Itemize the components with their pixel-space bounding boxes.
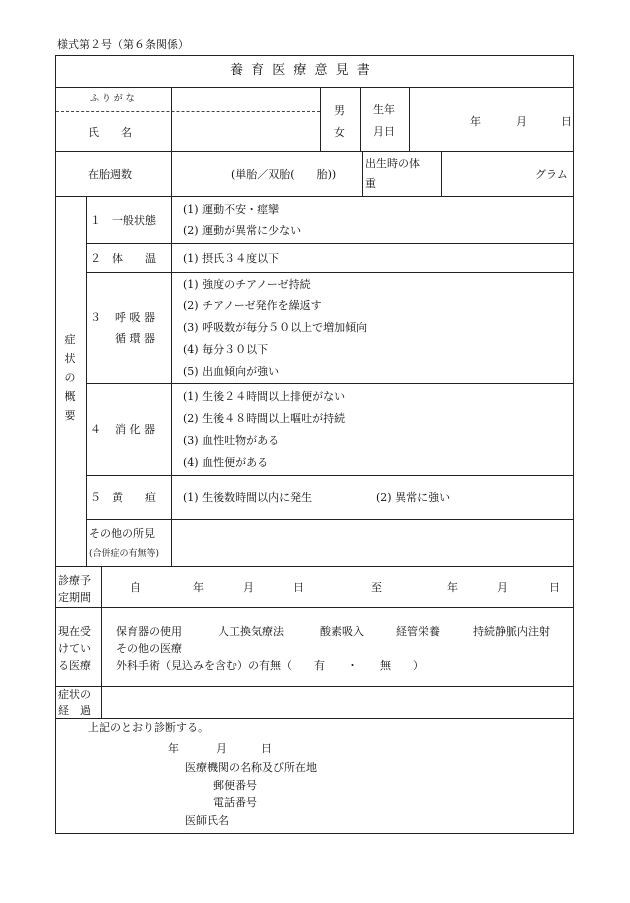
current-label-1: 現在受 [58, 625, 91, 638]
period-to-month: 月 [497, 581, 508, 594]
respiratory-item-5[interactable]: (5) 出血傾向が強い [183, 365, 280, 378]
period-from-year: 年 [193, 581, 204, 594]
period-from-day: 日 [293, 581, 304, 594]
cert-day: 日 [261, 742, 272, 755]
digestive-item-3[interactable]: (3) 血性吐物がある [183, 434, 280, 447]
jaundice-label: 黄 疸 [112, 491, 156, 504]
period-from-month: 月 [243, 581, 254, 594]
respiratory-label-1: 呼 吸 器 [115, 311, 155, 324]
general-item-1[interactable]: (1) 運動不安・痙攣 [183, 203, 280, 216]
furigana-label: ふ り が な [90, 94, 135, 104]
line-digest-bottom [86, 475, 574, 476]
institution-label: 医療機関の名称及び所在地 [185, 761, 317, 774]
vline-sex-left [320, 87, 321, 151]
sex-female[interactable]: 女 [334, 126, 345, 139]
treatment-ventilation[interactable]: 人工換気療法 [218, 625, 284, 638]
jaundice-item-2[interactable]: (2) 異常に強い [376, 491, 451, 504]
birth-label-2: 月日 [373, 125, 395, 138]
digestive-num: ４ [90, 423, 101, 436]
digestive-label: 消 化 器 [115, 423, 155, 436]
jaundice-item-1[interactable]: (1) 生後数時間以内に発生 [183, 491, 313, 504]
line-general-bottom [86, 243, 574, 244]
birth-month: 月 [516, 115, 527, 128]
cert-month: 月 [216, 742, 227, 755]
general-item-2[interactable]: (2) 運動が異常に少ない [183, 224, 302, 237]
cert-year: 年 [168, 742, 179, 755]
form-title: 養 育 医 療 意 見 書 [230, 63, 372, 78]
course-label-1: 症状の [58, 688, 91, 701]
treatment-tube-feeding[interactable]: 経管栄養 [396, 625, 440, 638]
course-label-2: 経 過 [58, 704, 91, 717]
period-to: 至 [371, 581, 382, 594]
vline-symptom-label [171, 196, 172, 566]
birth-weight-label-1: 出生時の体 [365, 157, 420, 170]
treatment-incubator[interactable]: 保育器の使用 [116, 625, 182, 638]
respiratory-num: ３ [90, 311, 101, 324]
phone-label: 電話番号 [213, 796, 257, 809]
respiratory-item-3[interactable]: (3) 呼吸数が毎分５０以上で増加傾向 [183, 321, 368, 334]
symptoms-section-label: 症 状 の 概 要 [64, 333, 76, 422]
other-findings-sublabel: (合併症の有無等) [89, 549, 160, 559]
current-label-2: けてい [58, 642, 91, 655]
line-temp-bottom [86, 272, 574, 273]
line-gestation-bottom [55, 196, 574, 197]
gestation-value: (単胎／双胎( 胎)) [231, 168, 337, 181]
respiratory-item-2[interactable]: (2) チアノーゼ発作を繰返す [183, 299, 322, 312]
treatment-other[interactable]: その他の医療 [116, 642, 182, 655]
line-period-bottom [55, 607, 574, 608]
other-findings-field[interactable] [172, 520, 573, 565]
birth-label-1: 生年 [373, 103, 395, 116]
period-to-year: 年 [447, 581, 458, 594]
period-label-2: 定期間 [58, 591, 91, 604]
treatment-iv-infusion[interactable]: 持続静脈内注射 [473, 625, 550, 638]
furigana-field[interactable] [172, 88, 319, 110]
birth-weight-label-2: 重 [365, 177, 376, 190]
name-field[interactable] [172, 112, 319, 150]
respiratory-item-1[interactable]: (1) 強度のチアノーゼ持続 [183, 278, 311, 291]
vline-weight-left [362, 151, 363, 196]
doctor-name-label: 医師氏名 [185, 814, 229, 827]
treatment-surgery[interactable]: 外科手術（見込みを含む）の有無（ 有 ・ 無 ） [116, 659, 424, 672]
current-label-3: る医療 [58, 659, 91, 672]
birthdate-field[interactable] [410, 88, 573, 150]
temperature-label: 体 温 [112, 252, 156, 265]
general-label: １ 一般状態 [90, 214, 156, 227]
period-label-1: 診療予 [58, 574, 91, 587]
respiratory-item-4[interactable]: (4) 毎分３０以下 [183, 343, 269, 356]
name-label: 氏 名 [88, 126, 132, 139]
birth-day: 日 [561, 115, 572, 128]
line-resp-bottom [86, 383, 574, 384]
digestive-item-1[interactable]: (1) 生後２４時間以上排便がない [183, 390, 346, 403]
digestive-item-2[interactable]: (2) 生後４８時間以上嘔吐が持続 [183, 412, 346, 425]
birth-weight-unit: グラム [535, 168, 568, 181]
treatment-oxygen[interactable]: 酸素吸入 [320, 625, 364, 638]
respiratory-label-2: 循 環 器 [115, 332, 155, 345]
period-from: 自 [130, 581, 141, 594]
certification-statement: 上記のとおり診断する。 [88, 721, 209, 734]
vline-sex-right [360, 87, 361, 151]
line-course-bottom [55, 718, 574, 719]
temperature-num: ２ [90, 252, 101, 265]
postal-label: 郵便番号 [213, 779, 257, 792]
period-to-day: 日 [549, 581, 560, 594]
vline-symptom-section [86, 196, 87, 566]
other-findings-label: その他の所見 [89, 527, 155, 540]
sex-male[interactable]: 男 [334, 104, 345, 117]
form-number-label: 様式第２号（第６条関係） [57, 38, 189, 51]
gestation-label: 在胎週数 [88, 168, 132, 181]
course-field[interactable] [102, 687, 573, 717]
birth-year: 年 [470, 115, 481, 128]
digestive-item-4[interactable]: (4) 血性便がある [183, 456, 269, 469]
jaundice-num: ５ [90, 491, 101, 504]
temperature-item-1[interactable]: (1) 摂氏３４度以下 [183, 252, 280, 265]
